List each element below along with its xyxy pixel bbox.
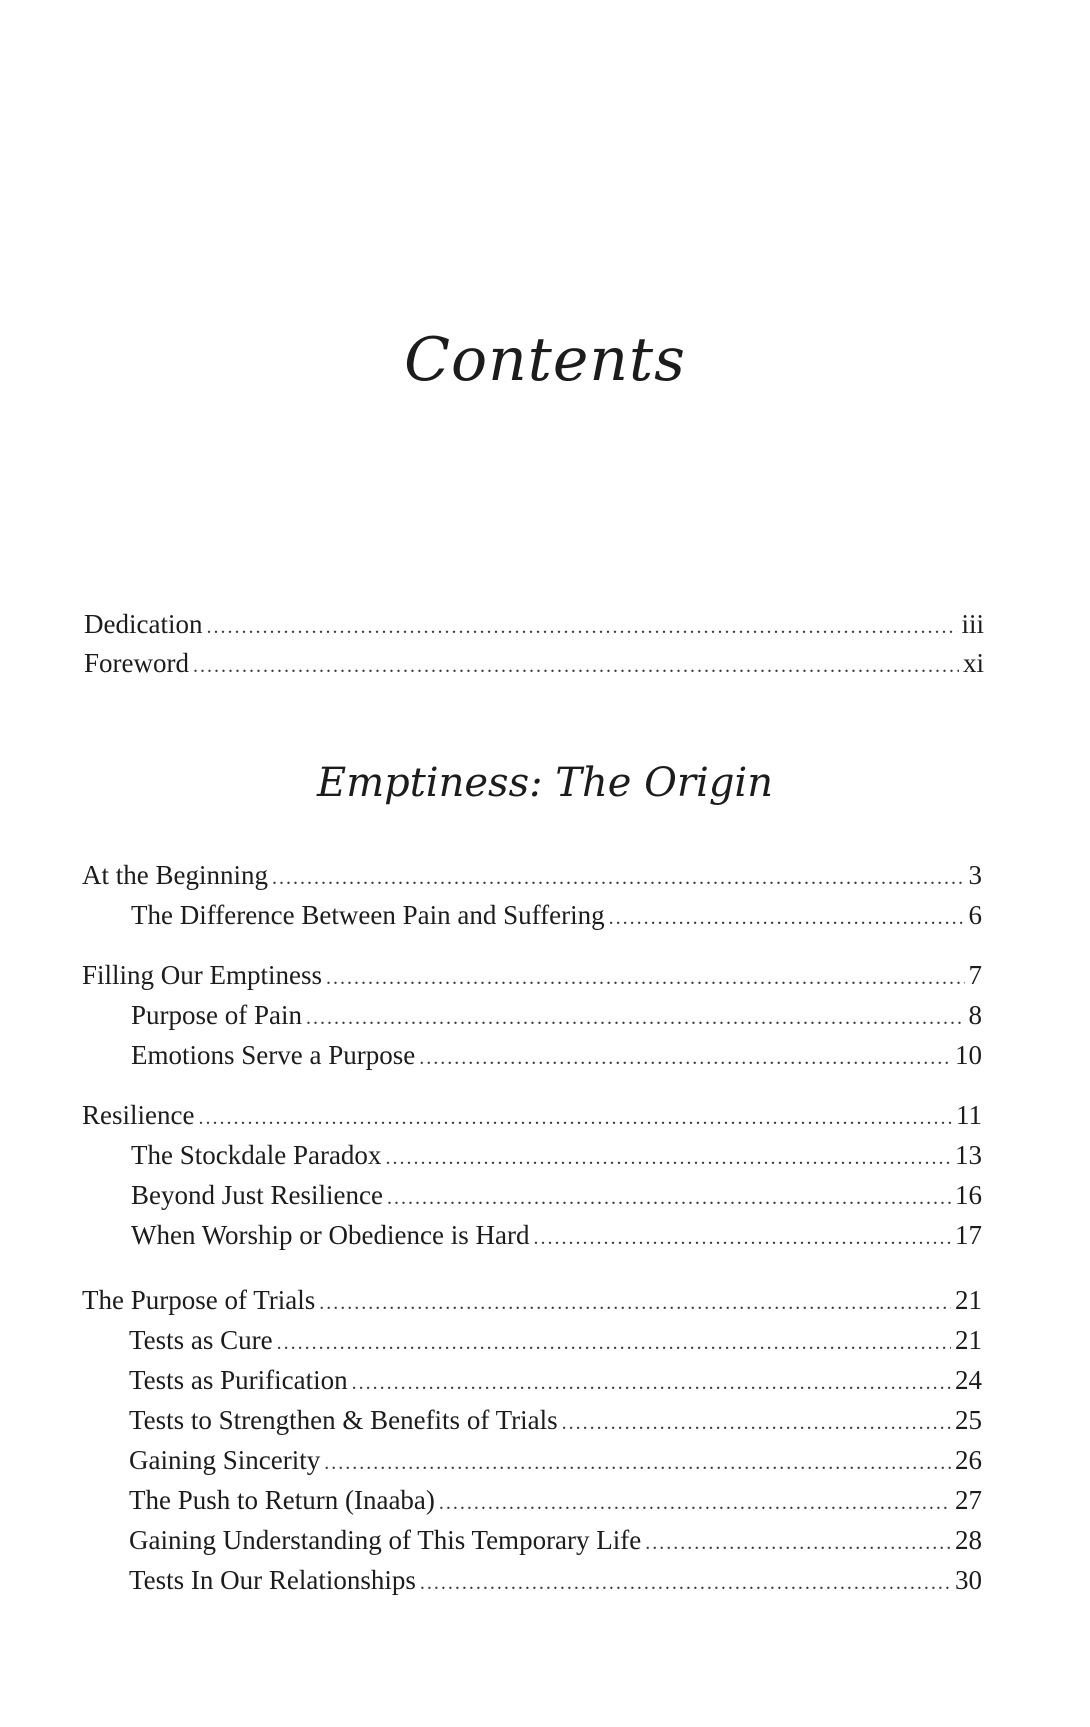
toc-subsection-entry bbox=[131, 1220, 982, 1260]
toc-entry-label: Tests In Our Relationships bbox=[129, 1565, 416, 1595]
toc-entry-page: 10 bbox=[955, 1040, 982, 1070]
toc-entry-page: 6 bbox=[968, 900, 982, 930]
toc-subsection-entry bbox=[129, 1525, 982, 1565]
toc-subsection-entry bbox=[129, 1405, 982, 1445]
toc-leader-dots bbox=[272, 867, 965, 890]
toc-leader-dots bbox=[324, 1452, 951, 1475]
toc-entry-page: xi bbox=[962, 648, 984, 678]
toc-entry-label: Beyond Just Resilience bbox=[131, 1180, 383, 1210]
toc-leader-dots bbox=[326, 967, 964, 990]
toc-leader-dots bbox=[439, 1492, 951, 1515]
toc-leader-dots bbox=[319, 1292, 951, 1315]
toc-entry-label: At the Beginning bbox=[82, 860, 268, 890]
toc-leader-dots bbox=[193, 655, 959, 678]
toc-entry-label: When Worship or Obedience is Hard bbox=[131, 1220, 530, 1250]
toc-entry-label: The Stockdale Paradox bbox=[131, 1140, 382, 1170]
toc-entry-page: 30 bbox=[955, 1565, 982, 1595]
toc-entry-page: 27 bbox=[955, 1485, 982, 1515]
section-title: Emptiness: The Origin bbox=[317, 760, 773, 806]
toc-subsection-entry bbox=[129, 1485, 982, 1525]
toc-chapter-entry bbox=[82, 960, 982, 1000]
toc-entry-label: Dedication bbox=[84, 609, 203, 639]
toc-entry-page: iii bbox=[961, 609, 984, 639]
toc-entry-label: Gaining Sincerity bbox=[129, 1445, 321, 1475]
toc-subsection-entry bbox=[129, 1445, 982, 1485]
toc-leader-dots bbox=[420, 1572, 951, 1595]
toc-subsection-entry bbox=[131, 1180, 982, 1220]
toc-entry-page: 13 bbox=[955, 1140, 982, 1170]
toc-subsection-entry bbox=[129, 1365, 982, 1405]
toc-entry-label: Tests as Purification bbox=[129, 1365, 348, 1395]
toc-entry-label: Resilience bbox=[82, 1100, 195, 1130]
toc-entry-label: Filling Our Emptiness bbox=[82, 960, 323, 990]
toc-entry-page: 7 bbox=[968, 960, 982, 990]
toc-entry-label: The Difference Between Pain and Suffering bbox=[131, 900, 605, 930]
toc-leader-dots bbox=[645, 1532, 951, 1555]
toc-leader-dots bbox=[385, 1147, 951, 1170]
toc-entry-page: 25 bbox=[955, 1405, 982, 1435]
toc-leader-dots bbox=[306, 1007, 965, 1030]
toc-chapter-entry bbox=[82, 1100, 982, 1140]
toc-entry-foreword bbox=[84, 648, 984, 688]
toc-chapter-entry bbox=[82, 860, 982, 900]
toc-leader-dots bbox=[533, 1227, 951, 1250]
toc-entry-label: Gaining Understanding of This Temporary Life bbox=[129, 1525, 642, 1555]
toc-entry-page: 8 bbox=[968, 1000, 982, 1030]
toc-leader-dots bbox=[277, 1332, 951, 1355]
toc-entry-label: Foreword bbox=[84, 648, 189, 678]
toc-leader-dots bbox=[352, 1372, 951, 1395]
toc-entry-page: 26 bbox=[955, 1445, 982, 1475]
toc-entry-page: 16 bbox=[955, 1180, 982, 1210]
toc-subsection-entry bbox=[131, 900, 982, 940]
toc-entry-page: 28 bbox=[955, 1525, 982, 1555]
toc-leader-dots bbox=[206, 616, 957, 639]
toc-entry-page: 11 bbox=[956, 1100, 982, 1130]
toc-entry-page: 21 bbox=[955, 1285, 982, 1315]
toc-subsection-entry bbox=[129, 1565, 982, 1605]
toc-subsection-entry bbox=[131, 1140, 982, 1180]
toc-entry-label: Tests as Cure bbox=[129, 1325, 273, 1355]
toc-leader-dots bbox=[609, 907, 965, 930]
toc-chapter-entry bbox=[82, 1285, 982, 1325]
toc-entry-page: 24 bbox=[955, 1365, 982, 1395]
toc-leader-dots bbox=[387, 1187, 951, 1210]
toc-leader-dots bbox=[562, 1412, 951, 1435]
toc-subsection-entry bbox=[129, 1325, 982, 1365]
toc-entry-page: 21 bbox=[955, 1325, 982, 1355]
toc-entry-page: 17 bbox=[955, 1220, 982, 1250]
toc-entry-label: The Purpose of Trials bbox=[82, 1285, 316, 1315]
toc-entry-page: 3 bbox=[968, 860, 982, 890]
toc-leader-dots bbox=[419, 1047, 951, 1070]
toc-leader-dots bbox=[198, 1107, 952, 1130]
toc-entry-label: Purpose of Pain bbox=[131, 1000, 302, 1030]
page-title: Contents bbox=[404, 325, 686, 395]
toc-entry-label: Tests to Strengthen & Benefits of Trials bbox=[129, 1405, 558, 1435]
toc-entry-label: Emotions Serve a Purpose bbox=[131, 1040, 416, 1070]
toc-subsection-entry bbox=[131, 1000, 982, 1040]
toc-subsection-entry bbox=[131, 1040, 982, 1080]
toc-entry-label: The Push to Return (Inaaba) bbox=[129, 1485, 435, 1515]
toc-entry-dedication bbox=[84, 609, 984, 649]
